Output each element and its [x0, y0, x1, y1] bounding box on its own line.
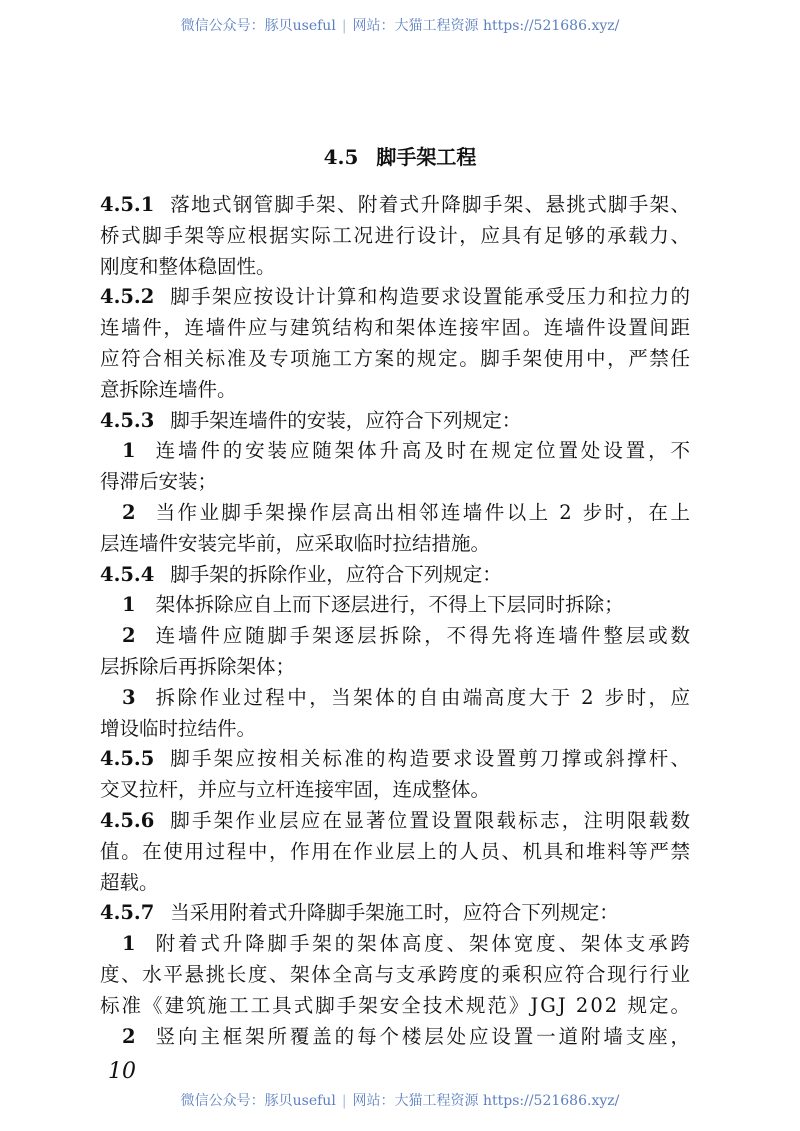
text-line — [100, 531, 490, 557]
line-text: 度、水平悬挑长度、架体全高与支承跨度的乘积应符合现行行业 — [100, 963, 692, 986]
line-text: 意拆除连墙件。 — [100, 377, 237, 401]
line-text: 刚度和整体稳固性。 — [100, 254, 276, 278]
text-line — [100, 562, 502, 588]
text-line — [100, 900, 619, 926]
line-text: 交叉拉杆，并应与立杆连接牢固，连成整体。 — [100, 778, 491, 802]
text-line — [100, 685, 692, 711]
text-line — [100, 284, 691, 310]
text-line — [100, 377, 237, 403]
clause-number: 4.5.5 — [100, 747, 155, 771]
item-number: 2 — [122, 624, 136, 648]
line-text: 桥式脚手架等应根据实际工况进行设计，应具有足够的承载力、 — [100, 223, 692, 247]
line-text: 连墙件的安装应随架体升高及时在规定位置处设置，不 — [155, 439, 693, 463]
text-line — [100, 438, 693, 464]
line-text: 层拆除后再拆除架体； — [100, 655, 296, 678]
watermark-site: 网站：大猫工程资源 https://521686.xyz/ — [352, 18, 620, 34]
item-number: 2 — [122, 1024, 136, 1048]
watermark-account: 微信公众号：豚贝useful — [180, 18, 336, 34]
text-line — [100, 777, 490, 803]
item-number: 1 — [122, 593, 136, 617]
text-line — [100, 993, 692, 1019]
text-line — [100, 223, 692, 249]
item-number: 1 — [122, 932, 136, 956]
watermark-separator: | — [341, 1093, 347, 1109]
line-text: 值。在使用过程中，作用在作业层上的人员、机具和堆料等严禁 — [100, 839, 692, 863]
line-text: 拆除作业过程中，当架体的自由端高度大于 2 步时，应 — [155, 685, 693, 709]
text-line — [100, 654, 295, 680]
line-text: 脚手架连墙件的安装，应符合下列规定： — [170, 408, 522, 432]
line-text: 当作业脚手架操作层高出相邻连墙件以上 2 步时，在上 — [155, 501, 693, 524]
clause-number: 4.5.4 — [100, 562, 155, 586]
clause-number: 4.5.7 — [100, 901, 155, 925]
text-line — [100, 254, 276, 280]
item-number: 2 — [122, 501, 136, 524]
line-text: 层连墙件安装完毕前，应采取临时拉结措施。 — [100, 531, 491, 555]
text-line — [100, 870, 159, 896]
text-line — [100, 592, 624, 618]
line-text: 脚手架的拆除作业，应符合下列规定： — [170, 562, 502, 586]
text-line — [100, 839, 692, 865]
text-line — [100, 962, 692, 988]
header-watermark — [0, 17, 800, 35]
text-line — [100, 1024, 693, 1050]
section-heading — [0, 144, 800, 170]
line-text: 脚手架作业层应在显著位置设置限载标志，注明限载数 — [170, 809, 693, 832]
text-line — [100, 716, 256, 742]
footer-watermark — [0, 1092, 800, 1110]
line-text: 脚手架应按设计计算和构造要求设置能承受压力和拉力的 — [170, 285, 692, 309]
line-text: 连墙件应随脚手架逐层拆除，不得先将连墙件整层或数 — [155, 624, 693, 648]
watermark-separator: | — [341, 18, 347, 34]
watermark-account: 微信公众号：豚贝useful — [180, 1093, 336, 1109]
line-text: 超载。 — [100, 870, 159, 894]
line-text: 架体拆除应自上而下逐层进行，不得上下层同时拆除； — [155, 593, 624, 617]
text-line — [100, 623, 693, 649]
line-text: 连墙件，连墙件应与建筑结构和架体连接牢固。连墙件设置间距 — [100, 316, 692, 340]
page-number: 10 — [108, 1059, 136, 1084]
text-line — [100, 500, 692, 526]
text-line — [100, 931, 693, 957]
line-text: 竖向主框架所覆盖的每个楼层处应设置一道附墙支座， — [155, 1024, 693, 1048]
clause-number: 4.5.1 — [100, 193, 155, 216]
text-line — [100, 315, 692, 341]
clause-number: 4.5.2 — [100, 285, 155, 309]
line-text: 附着式升降脚手架的架体高度、架体宽度、架体支承跨 — [155, 932, 693, 956]
section-number: 4.5 — [323, 145, 359, 169]
watermark-site: 网站：大猫工程资源 https://521686.xyz/ — [352, 1093, 620, 1109]
text-line — [100, 408, 521, 434]
section-title: 脚手架工程 — [376, 145, 477, 169]
line-text: 增设临时拉结件。 — [100, 716, 257, 740]
text-line — [100, 469, 217, 495]
clause-number: 4.5.6 — [100, 809, 155, 832]
text-line — [100, 346, 692, 372]
text-line — [100, 808, 692, 834]
clause-number: 4.5.3 — [100, 408, 155, 432]
line-text: 应符合相关标准及专项施工方案的规定。脚手架使用中，严禁任 — [100, 347, 692, 370]
line-text: 得滞后安装； — [100, 470, 218, 494]
item-number: 1 — [122, 439, 136, 463]
line-text: 当采用附着式升降脚手架施工时，应符合下列规定： — [170, 901, 619, 925]
item-number: 3 — [122, 685, 136, 709]
text-line — [100, 746, 692, 772]
line-text: 落地式钢管脚手架、附着式升降脚手架、悬挑式脚手架、 — [170, 193, 692, 216]
line-text: 脚手架应按相关标准的构造要求设置剪刀撑或斜撑杆、 — [170, 747, 693, 771]
text-line — [100, 192, 691, 218]
line-text: 标准《建筑施工工具式脚手架安全技术规范》JGJ 202 规定。 — [100, 993, 693, 1017]
